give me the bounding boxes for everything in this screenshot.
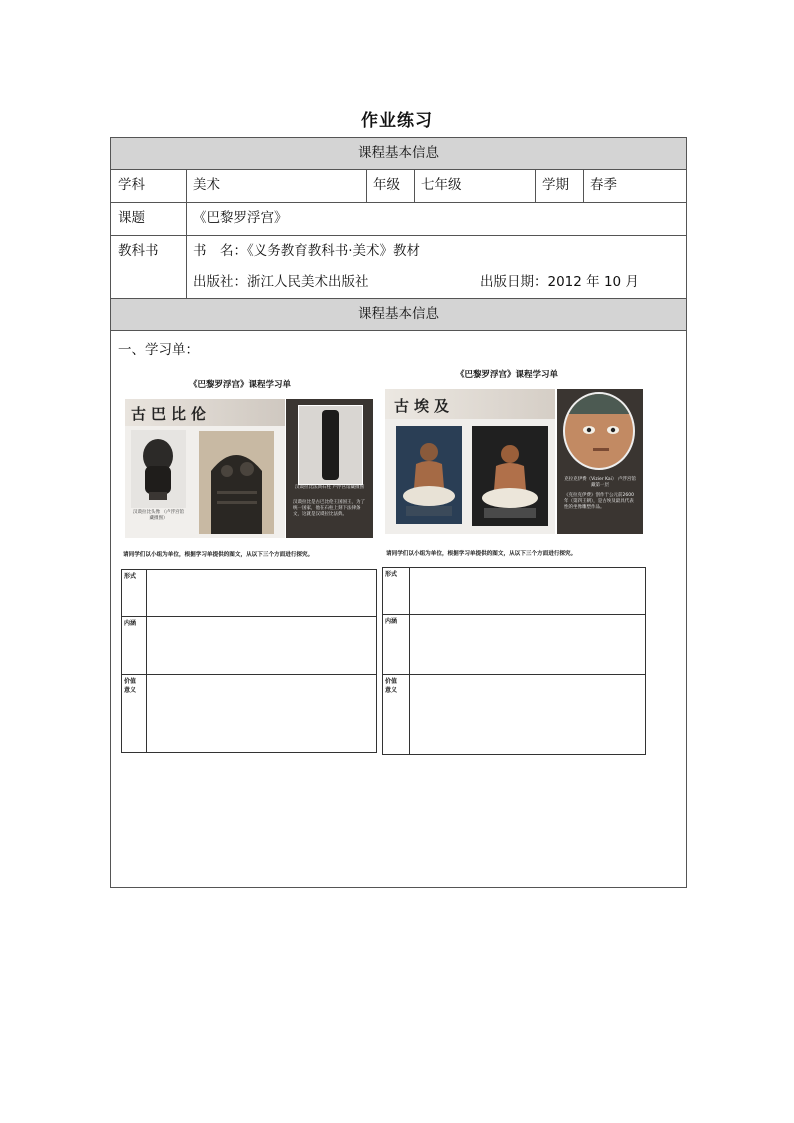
seated-scribe-photo-1 <box>396 426 462 524</box>
course-info-table <box>110 137 687 888</box>
answer-cell-form[interactable] <box>147 570 377 617</box>
row-label-value: 价值 意义 <box>122 675 147 753</box>
term-label: 学期 <box>542 177 569 193</box>
book-name: 书 名：《义务教育教科书·美术》教材 <box>193 243 421 259</box>
instruction-right: 请同学们以小组为单位，根据学习单提供的图文，从以下三个方面进行探究。 <box>386 551 577 557</box>
row-label-content: 内涵 <box>122 617 147 675</box>
term-value: 春季 <box>590 177 617 193</box>
answer-cell-content[interactable] <box>410 615 646 675</box>
topic-label: 课题 <box>118 210 145 226</box>
table-row <box>122 570 377 617</box>
seated-scribe-photo-2 <box>472 426 548 526</box>
answer-cell-value[interactable] <box>410 675 646 755</box>
caption-head-desc: 《克拉克伊费》创作于公元前2600年（第四王朝），是古埃及最具代表性的坐像雕塑作品。 <box>564 493 634 510</box>
inquiry-table-left <box>121 569 377 753</box>
answer-cell-value[interactable] <box>147 675 377 753</box>
subject-label: 学科 <box>118 177 145 193</box>
textbook-label: 教科书 <box>118 243 159 259</box>
banner-left-text: 古巴比伦 <box>131 405 212 423</box>
page-title: 作业练习 <box>361 111 433 131</box>
caption-stele: 汉谟拉比法典石柱 卢浮宫馆藏摄图 <box>295 485 364 490</box>
statue-head-photo <box>131 430 186 508</box>
stele-relief-photo <box>199 431 274 534</box>
grade-value: 七年级 <box>421 177 462 193</box>
head-portrait-photo <box>563 392 635 470</box>
table-header-course-info: 课程基本信息 <box>111 138 686 170</box>
caption-statue: 汉谟拉比头像 （卢浮宫馆藏摄图） <box>133 510 184 521</box>
row-label-form: 形式 <box>383 568 410 615</box>
instruction-left: 请同学们以小组为单位，根据学习单提供的图文，从以下三个方面进行探究。 <box>123 552 314 558</box>
banner-right-text: 古埃及 <box>394 397 455 415</box>
row-label-content: 内涵 <box>383 615 410 675</box>
table-row <box>383 568 646 615</box>
row-label-form: 形式 <box>122 570 147 617</box>
head-info-panel <box>557 389 643 534</box>
worksheet-right-title: 《巴黎罗浮宫》课程学习单 <box>456 370 559 380</box>
worksheet-left-title: 《巴黎罗浮宫》课程学习单 <box>189 380 292 390</box>
subject-value: 美术 <box>193 177 220 193</box>
answer-cell-form[interactable] <box>410 568 646 615</box>
inquiry-table-right <box>382 567 646 755</box>
table-row <box>383 615 646 675</box>
publish-date: 出版日期：2012 年 10 月 <box>480 274 639 290</box>
table-header-course-info-2: 课程基本信息 <box>111 299 686 331</box>
table-row-topic <box>111 203 686 236</box>
table-row <box>122 617 377 675</box>
row-label-value: 价值 意义 <box>383 675 410 755</box>
answer-cell-content[interactable] <box>147 617 377 675</box>
caption-stele-desc: 汉谟拉比是古巴比伦王国国王，为了统一国家，他在石柱上刻下法律条文，这就是汉谟拉比法典。 <box>293 500 365 517</box>
publisher: 出版社：浙江人民美术出版社 <box>193 274 369 290</box>
table-row-textbook <box>111 236 686 299</box>
table-row-subject <box>111 170 686 203</box>
section-heading: 一、学习单： <box>118 342 199 358</box>
table-row <box>383 675 646 755</box>
table-row <box>122 675 377 753</box>
grade-label: 年级 <box>373 177 400 193</box>
topic-value: 《巴黎罗浮宫》 <box>193 210 288 226</box>
caption-head: 克拉克伊费（Vizier Kai） 卢浮宫馆藏第一层 <box>564 477 636 488</box>
